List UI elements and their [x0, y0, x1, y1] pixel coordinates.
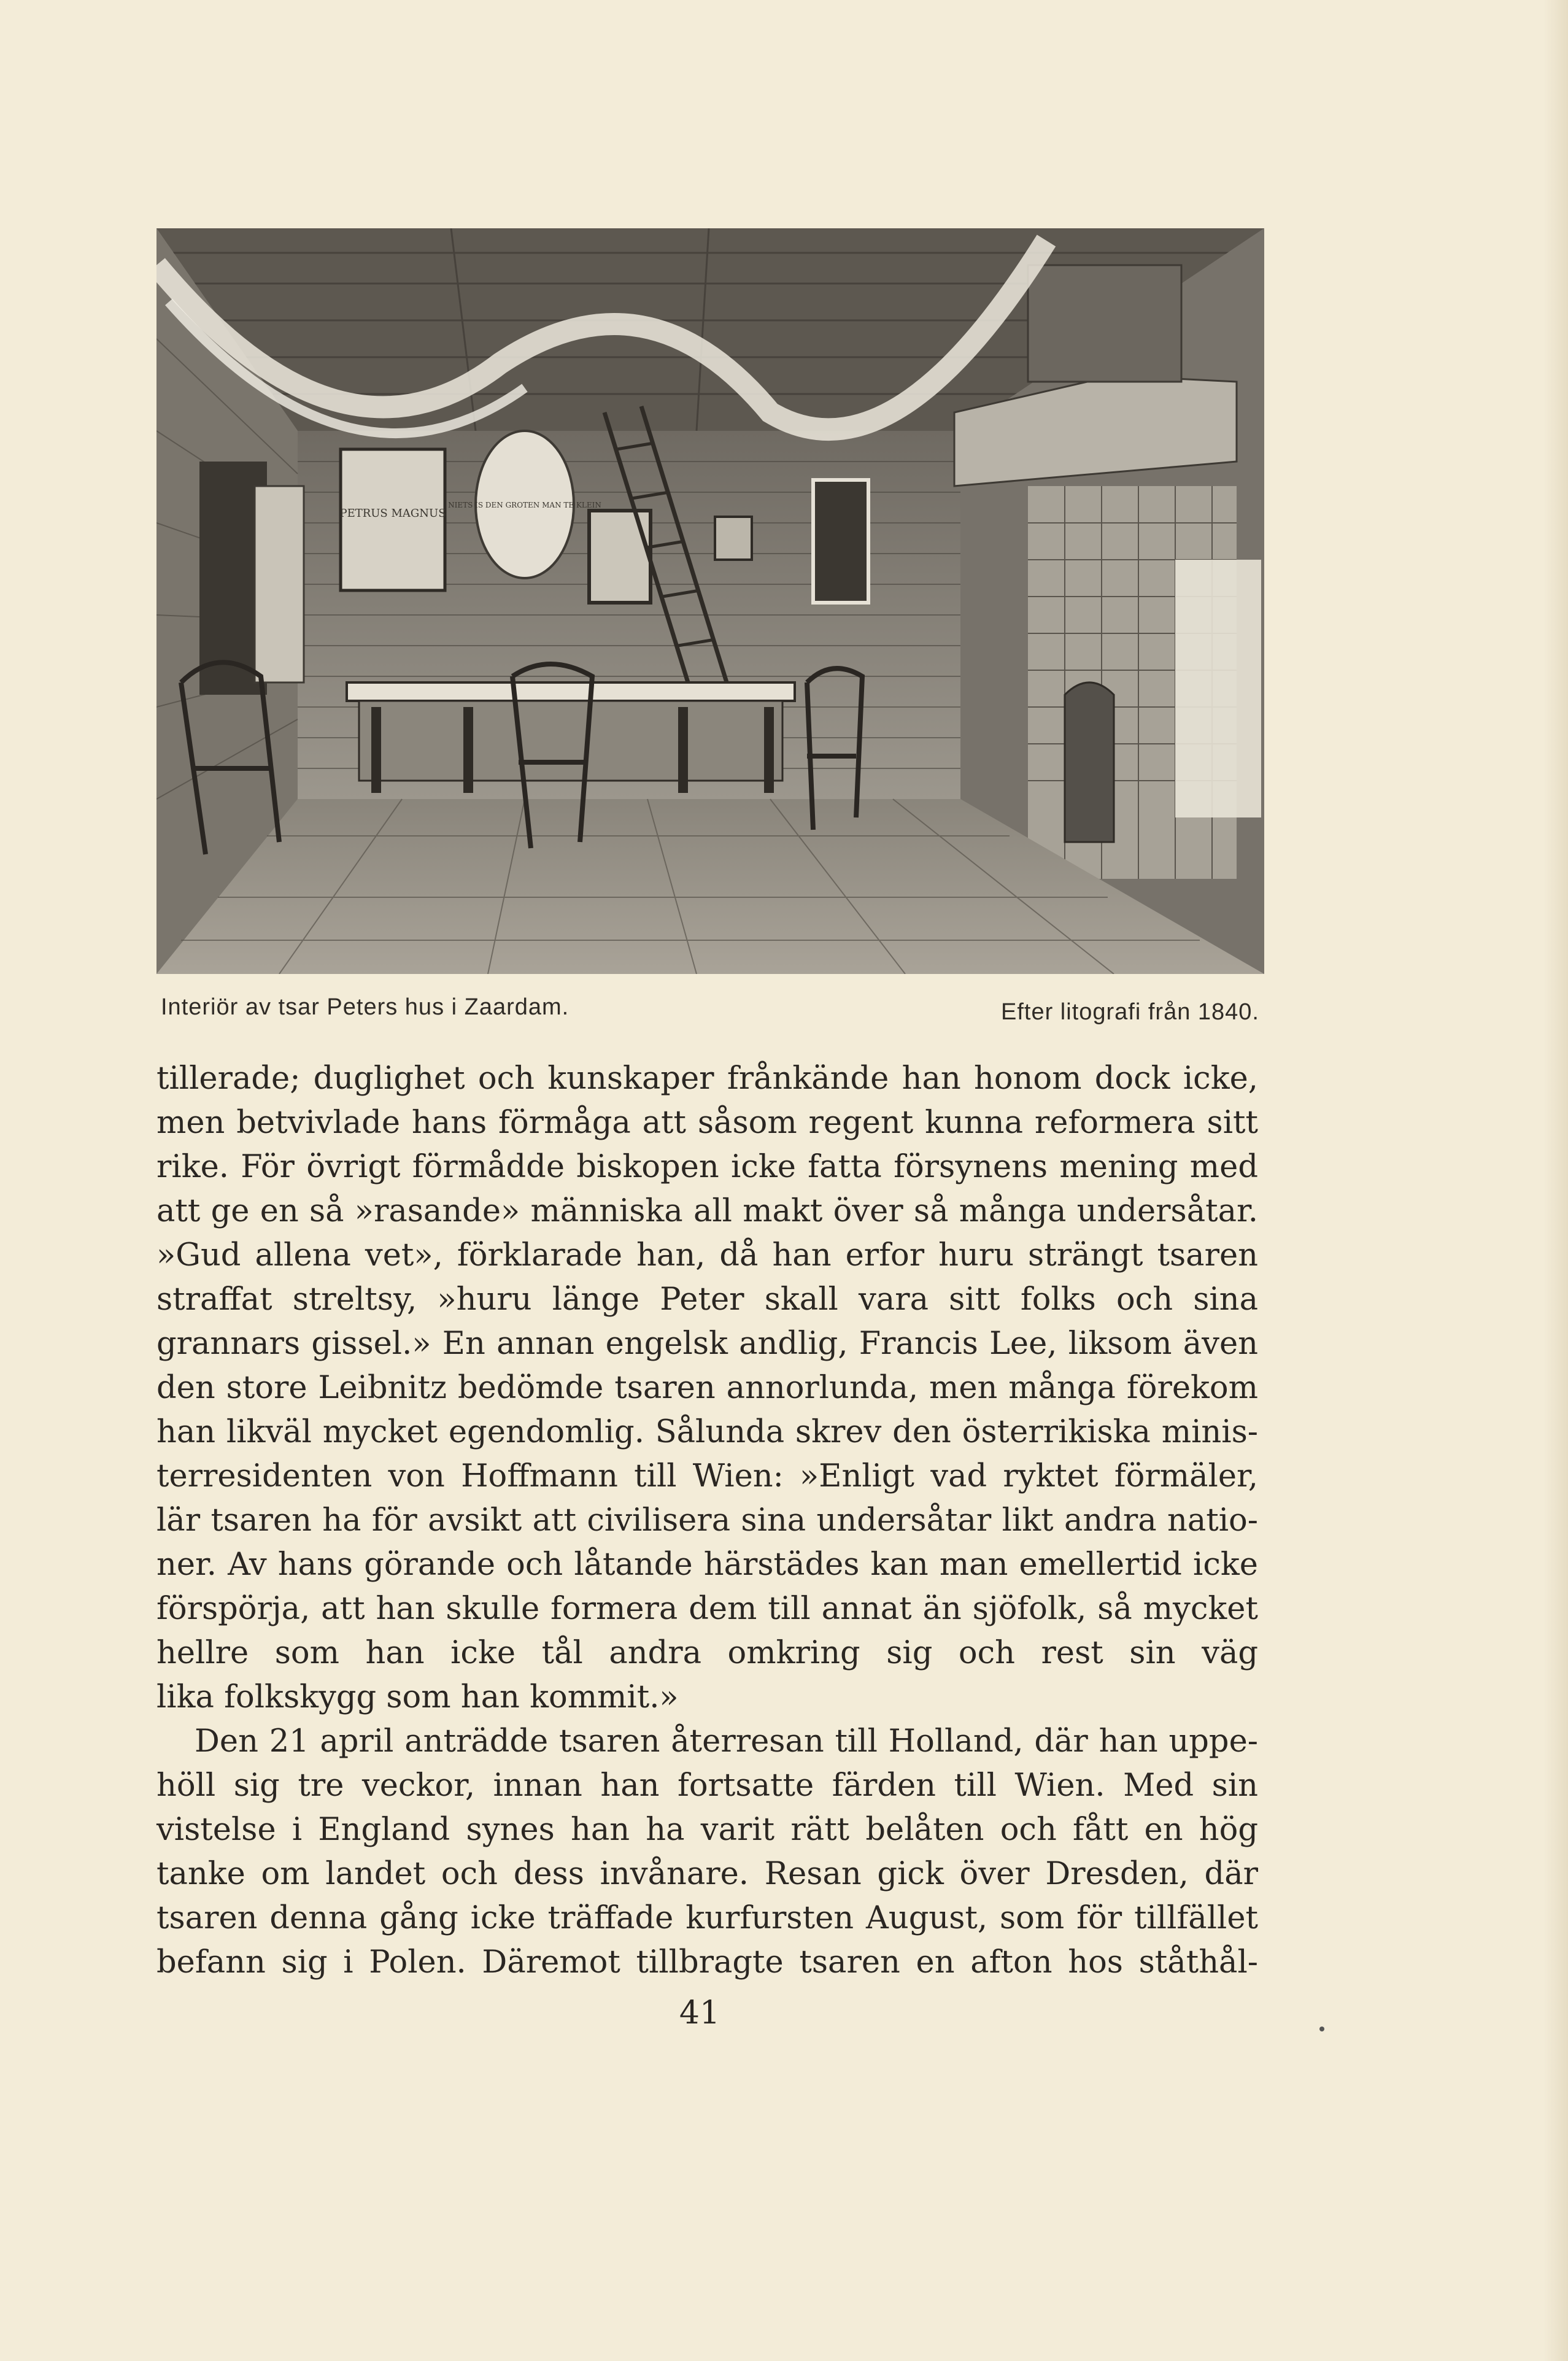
text-line: lika folkskygg som han kommit.»: [156, 1679, 679, 1715]
text-line: ner. Av hans görande och låtande härstädes kan man emellertid: [156, 1547, 1182, 1583]
page-edge-shadow: [1543, 0, 1568, 2361]
text-line: höll sig tre veckor, innan han fortsatte färden till Wien. Med sin: [156, 1768, 1258, 1804]
text-line: lär tsaren ha för avsikt att civilisera sina undersåtar likt andra natio-: [156, 1502, 1258, 1539]
text-line: mycket hellre som han icke tål andra omkring sig och rest sin väg: [156, 1591, 1258, 1671]
text-line: straffat streltsy, »huru länge Peter skall vara sitt folks och sina: [156, 1281, 1258, 1318]
wall-sign-text: PETRUS MAGNUS: [339, 507, 446, 520]
text-line: »Gud allena vet», förklarade han, då han erfor huru strängt tsaren: [156, 1237, 1258, 1273]
oval-plaque-text: NIETS IS DEN GROTEN MAN TE KLEIN: [448, 501, 601, 509]
text-line: grannars gissel.» En annan engelsk andlig, Francis Lee, liksom även: [156, 1326, 1258, 1362]
text-line: rike. För övrigt förmådde biskopen icke fatta försynens mening med: [156, 1149, 1258, 1185]
text-line: tsaren denna gång icke träffade kurfursten August, som för tillfället: [156, 1900, 1258, 1936]
text-line: tillerade; duglighet och kunskaper frånkände han honom dock icke,: [156, 1061, 1258, 1097]
page-number: 41: [679, 1995, 720, 2031]
text-line: men betvivlade hans förmåga att såsom regent kunna reformera sitt: [156, 1105, 1258, 1141]
text-line: Den 21 april anträdde tsaren återresan till Holland, där han uppe-: [195, 1723, 1258, 1760]
text-line: terresidenten von Hoffmann till Wien: »Enligt vad ryktet förmäler,: [156, 1458, 1258, 1494]
paragraph: [156, 1057, 1258, 1675]
text-line: han likväl mycket egendomlig. Sålunda skrev den österrikiska minis-: [156, 1414, 1258, 1450]
text-line: befann sig i Polen. Däremot tillbragte tsaren en afton hos ståthål-: [156, 1944, 1258, 1980]
caption-title: Interiör av tsar Peters hus i Zaardam.: [161, 994, 570, 1020]
paragraph: [156, 1720, 1258, 1985]
room-interior-image: [156, 228, 1264, 974]
paper-speck: [1319, 2027, 1324, 2031]
paragraph-last-line: [156, 1675, 1258, 1720]
text-line: den store Leibnitz bedömde tsaren annorlunda, men många förekom: [156, 1370, 1258, 1406]
figure-caption: [161, 994, 1259, 1031]
text-line: icke förspörja, att han skulle formera dem till annat än sjöfolk, så: [156, 1547, 1258, 1627]
text-line: vistelse i England synes han ha varit rätt belåten och fått en hög: [156, 1812, 1258, 1848]
text-line: att ge en så »rasande» människa all makt över så många undersåtar.: [156, 1193, 1258, 1229]
text-line: tanke om landet och dess invånare. Resan gick över Dresden, där: [156, 1856, 1258, 1892]
caption-source: Efter litografi från 1840.: [1001, 999, 1259, 1025]
body-text: [156, 1057, 1258, 1985]
lithograph-illustration: [156, 228, 1264, 974]
